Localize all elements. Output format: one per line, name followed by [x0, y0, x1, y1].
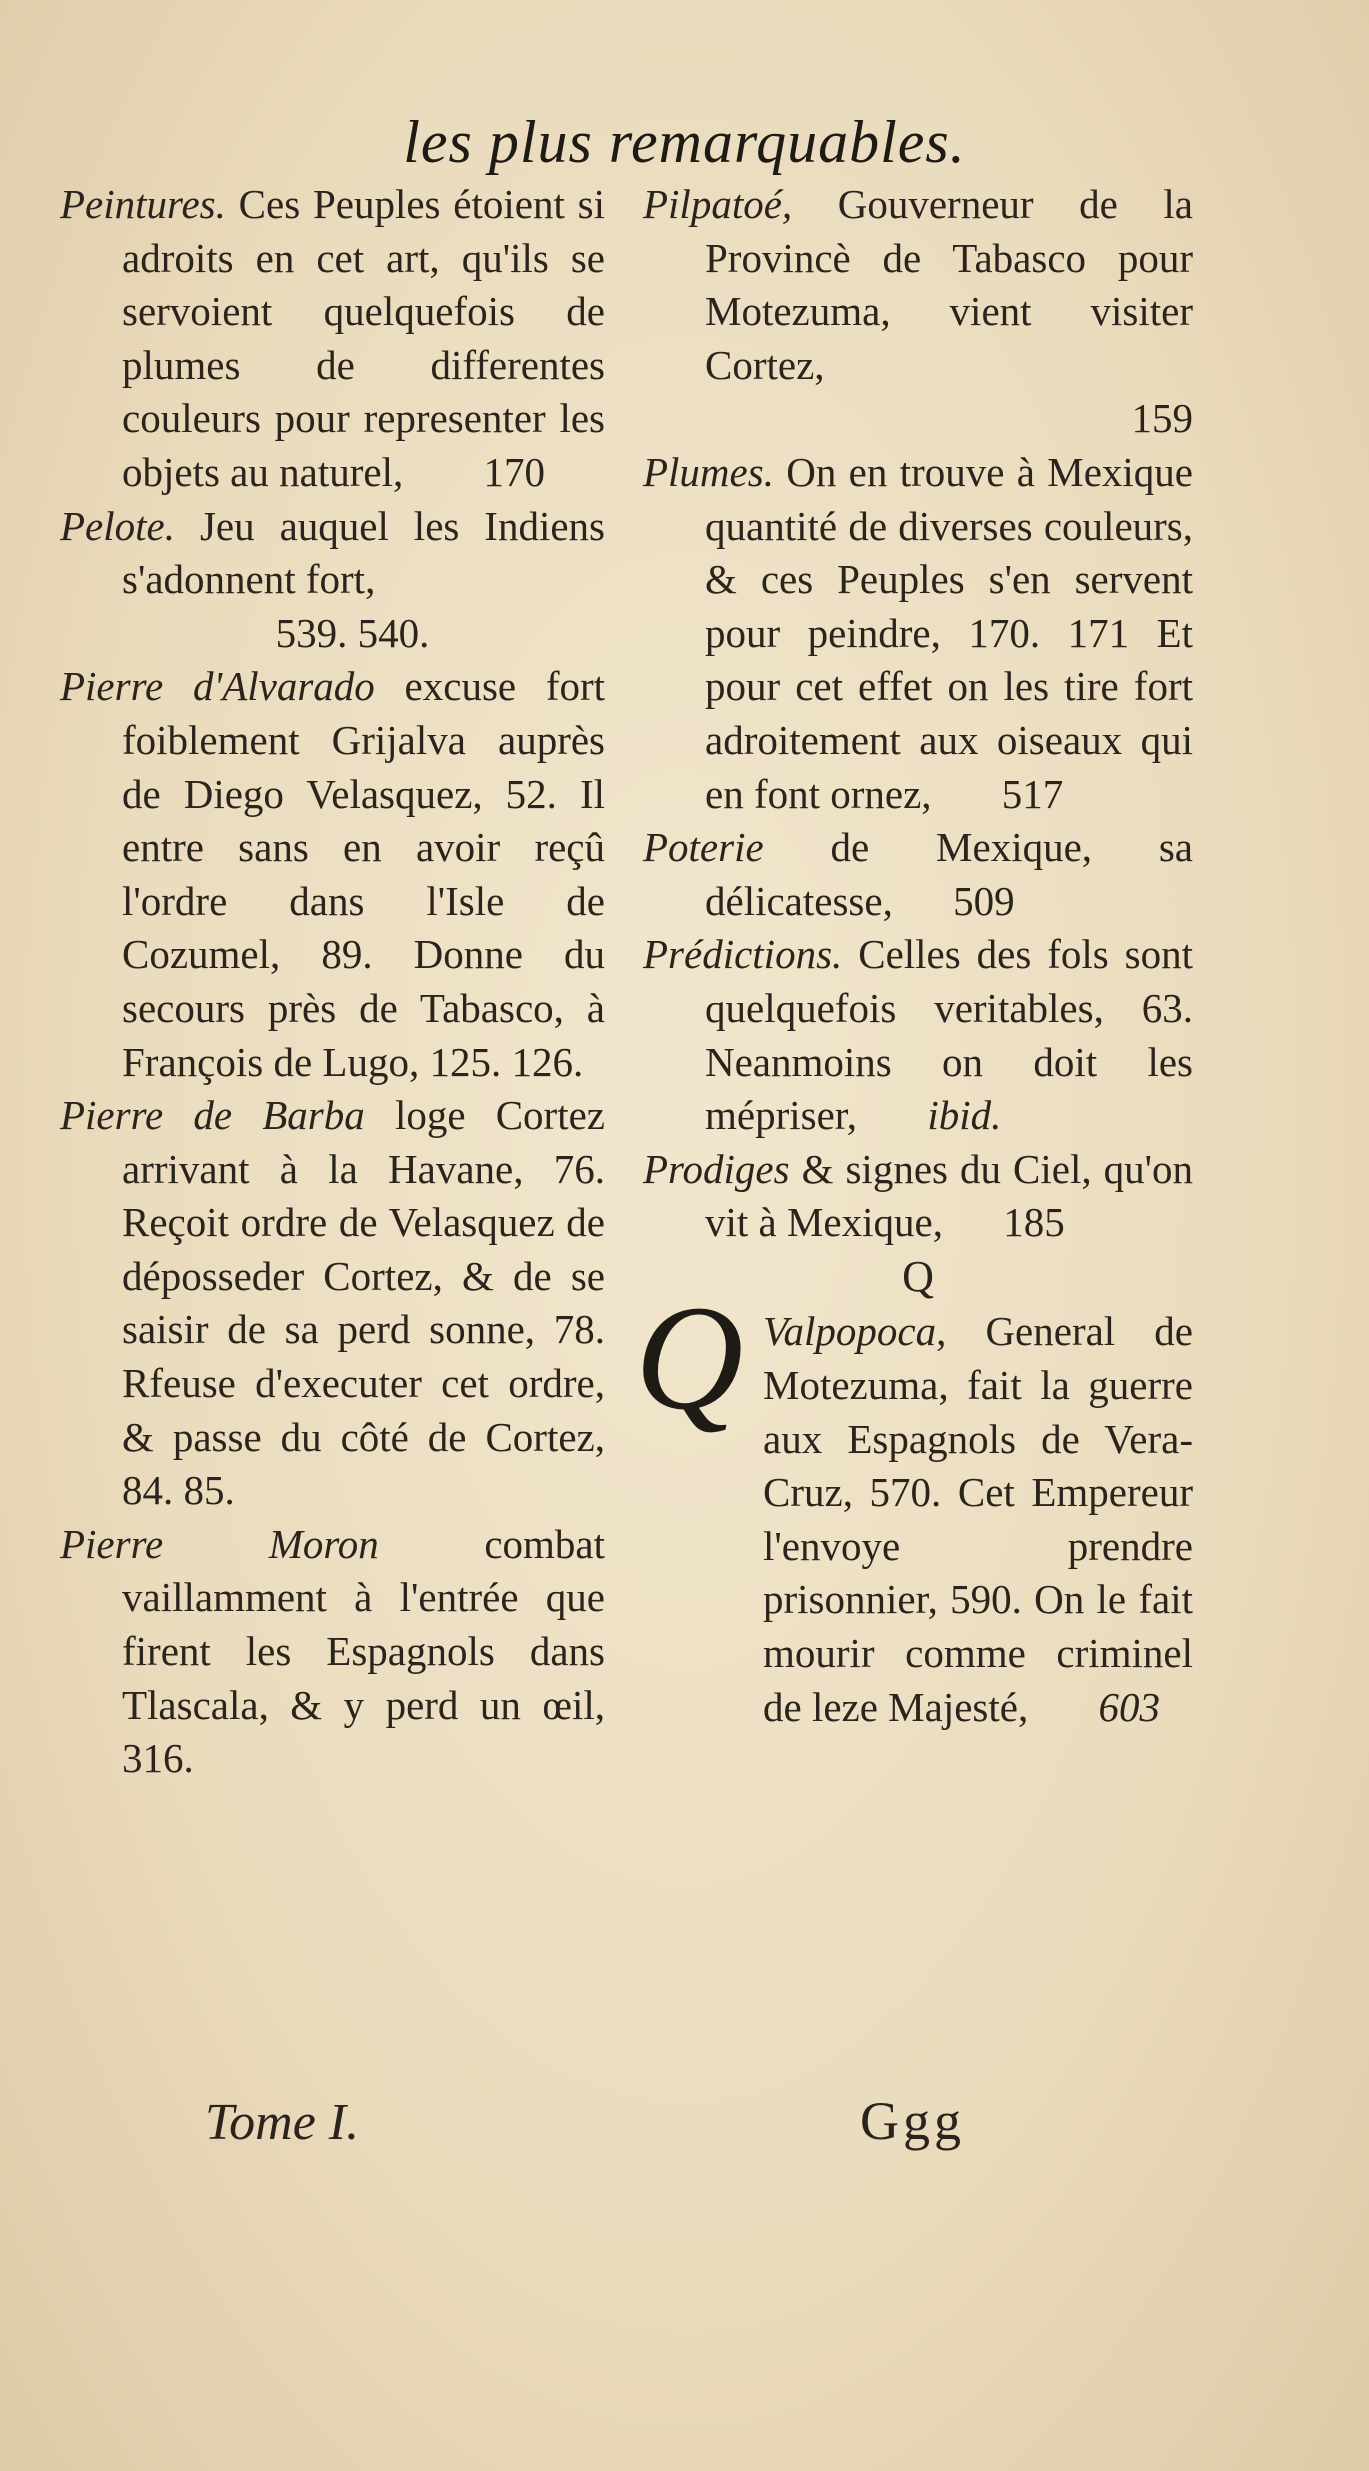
index-entry: [60, 1518, 605, 1786]
entry-keyword: Pelote.: [60, 502, 175, 549]
right-column: [635, 178, 1194, 1734]
entry-keyword: Prédictions.: [643, 931, 843, 978]
entry-text: de Mexique, sa délicatesse,: [705, 824, 1194, 924]
entry-text: & signes du Ciel, qu'on vit à Mexique,: [705, 1145, 1194, 1246]
index-entry: [60, 660, 605, 1089]
entry-text: Jeu auquel les Indiens s'adonnent fort,: [122, 502, 606, 603]
entry-text: Celles des fols sont quelquefois veritables, 63. Neanmoins on doit les mépriser,: [705, 931, 1193, 1139]
entry-keyword: Pierre Moron: [60, 1520, 379, 1567]
index-entry: [643, 928, 1193, 1142]
entry-page: 603: [1098, 1683, 1160, 1730]
entry-page: 539. 540.: [275, 609, 430, 656]
index-entry: [60, 178, 605, 500]
entry-text: On en trouve à Mexique quantité de diverses couleurs, & ces Peuples s'en servent pour peindre, 170. 171 Et pour cet effet on les tire fort adroitement aux oiseaux qui en font ornez,: [705, 448, 1193, 817]
index-entry: [643, 1143, 1193, 1250]
entry-page: 316.: [122, 1735, 194, 1782]
entry-keyword: Valpopoca: [763, 1308, 937, 1355]
index-entry: [643, 178, 1193, 446]
entry-page: 517: [1001, 770, 1064, 817]
entry-text: excuse fort foiblement Grijalva auprès de Diego Velasquez, 52. Il entre sans en avoir reçû l'ordre dans l'Isle de Cozumel, 89. Donne du secours près de Tabasco, à François de Lugo,: [122, 663, 606, 1085]
entry-keyword: Pilpatoé,: [643, 181, 793, 227]
entry-text: Ces Peuples étoient si adroits en cet art, qu'ils se servoient quelquefois de plumes de differentes couleurs pour representer les objets au naturel,: [122, 181, 605, 495]
drop-cap: Q: [635, 1275, 744, 1442]
index-entry: [643, 446, 1193, 821]
entry-keyword: Plumes.: [643, 448, 774, 495]
signature-mark: Ggg: [860, 2091, 965, 2151]
entry-text: , General de Motezuma, fait la guerre aux Espagnols de Vera-Cruz, 570. Cet Empereur l'envoye prendre prisonnier, 590. On le fait mourir comme criminel de leze Majesté,: [763, 1308, 1193, 1730]
entry-text: Gouverneur de la Provincè de Tabasco pour Motezuma, vient visiter Cortez,: [705, 181, 1193, 388]
entry-keyword: Poterie: [643, 824, 764, 871]
index-entry: [60, 500, 605, 661]
running-header: les plus remarquables.: [403, 109, 966, 175]
volume-footer: Tome I.: [205, 2094, 360, 2151]
entry-text: combat vaillamment à l'entrée que firent les Espagnols dans Tlascala, & y perd un œil,: [122, 1520, 605, 1728]
index-entry: [643, 821, 1193, 928]
entry-page: 125. 126.: [429, 1038, 584, 1085]
left-column: [60, 178, 605, 1786]
index-entry: [60, 1089, 605, 1518]
entry-page: 185: [1003, 1199, 1065, 1246]
entry-keyword: Pierre d'Alvarado: [60, 663, 375, 710]
q-section-entry: [635, 1275, 1193, 1734]
entry-keyword: Prodiges: [643, 1145, 790, 1192]
entry-page: 159: [1131, 395, 1193, 442]
entry-keyword: Pierre de Barba: [60, 1092, 365, 1139]
entry-page: 509: [953, 877, 1015, 924]
entry-page: 84. 85.: [122, 1467, 235, 1514]
section-letter: Q: [902, 1251, 934, 1301]
entry-page: 170: [483, 448, 545, 495]
entry-keyword: Peintures.: [60, 181, 226, 227]
entry-text: loge Cortez arrivant à la Havane, 76. Reçoit ordre de Velasquez de déposseder Cortez, & de se saisir de sa perd sonne, 78. Rfeuse d'executer cet ordre, & passe du côté de Cortez,: [122, 1092, 605, 1460]
entry-page: ibid.: [927, 1092, 1002, 1139]
